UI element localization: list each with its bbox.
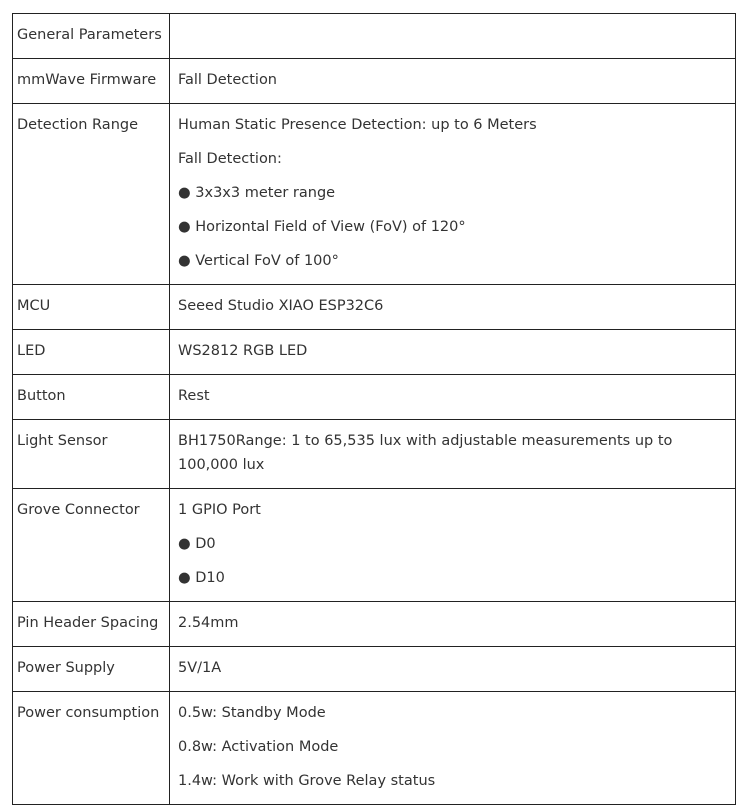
row-label: Light Sensor — [13, 420, 170, 489]
bullet-line: ● Horizontal Field of View (FoV) of 120° — [178, 219, 466, 235]
row-value — [170, 14, 736, 59]
value-line: Seeed Studio XIAO ESP32C6 — [178, 298, 384, 314]
row-value — [170, 420, 736, 489]
bullet-line: ● D10 — [178, 570, 225, 586]
row-label: MCU — [13, 285, 170, 330]
row-label: LED — [13, 330, 170, 375]
table-row — [13, 692, 736, 805]
spec-table-body — [13, 14, 736, 805]
row-value — [170, 330, 736, 375]
row-value — [170, 375, 736, 420]
row-value — [170, 692, 736, 805]
value-line: 2.54mm — [178, 615, 239, 631]
row-value — [170, 59, 736, 104]
value-line: 1.4w: Work with Grove Relay status — [178, 773, 436, 789]
value-line: Human Static Presence Detection: up to 6 Meters — [178, 117, 537, 133]
table-row — [13, 375, 736, 420]
table-row — [13, 285, 736, 330]
row-label: Power consumption — [13, 692, 170, 805]
row-value — [170, 602, 736, 647]
value-line: 1 GPIO Port — [178, 502, 261, 518]
spec-table — [12, 13, 736, 805]
table-row — [13, 647, 736, 692]
bullet-line: ● D0 — [178, 536, 216, 552]
row-label: Grove Connector — [13, 489, 170, 602]
empty-value — [178, 23, 727, 47]
row-value — [170, 489, 736, 602]
value-line: BH1750Range: 1 to 65,535 lux with adjustable measurements up to 100,000 lux — [178, 433, 673, 473]
table-row — [13, 14, 736, 59]
row-label: Pin Header Spacing — [13, 602, 170, 647]
table-row — [13, 59, 736, 104]
table-row — [13, 489, 736, 602]
table-row — [13, 602, 736, 647]
bullet-line: ● Vertical FoV of 100° — [178, 253, 339, 269]
row-label: mmWave Firmware — [13, 59, 170, 104]
value-line: Fall Detection — [178, 72, 278, 88]
table-row — [13, 330, 736, 375]
row-label: Power Supply — [13, 647, 170, 692]
table-row — [13, 420, 736, 489]
value-line: WS2812 RGB LED — [178, 343, 308, 359]
value-line: 0.5w: Standby Mode — [178, 705, 326, 721]
row-label: General Parameters — [13, 14, 170, 59]
value-line: 0.8w: Activation Mode — [178, 739, 339, 755]
value-line: 5V/1A — [178, 660, 222, 676]
row-value — [170, 285, 736, 330]
row-label: Button — [13, 375, 170, 420]
table-row — [13, 104, 736, 285]
row-label: Detection Range — [13, 104, 170, 285]
value-line: Fall Detection: — [178, 151, 282, 167]
row-value — [170, 647, 736, 692]
bullet-line: ● 3x3x3 meter range — [178, 185, 336, 201]
row-value — [170, 104, 736, 285]
value-line: Rest — [178, 388, 210, 404]
